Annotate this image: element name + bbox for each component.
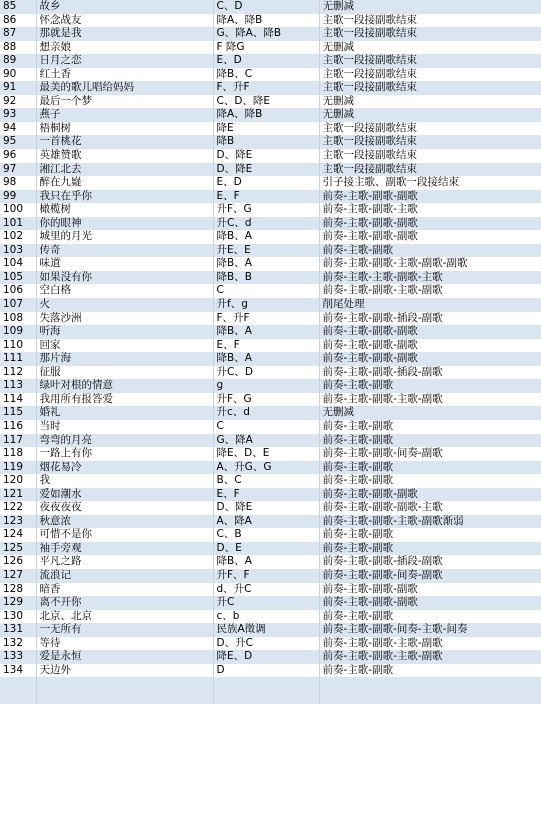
cell-structure[interactable]: 前奏-主歌-主歌-副歌-主歌 xyxy=(319,271,541,285)
cell-structure[interactable]: 前奏-主歌-副歌-副歌 xyxy=(319,596,541,610)
cell-number[interactable]: 116 xyxy=(0,420,36,434)
table-row xyxy=(0,555,541,569)
cell-song-title[interactable]: 最后一个梦 xyxy=(36,95,213,109)
cell-song-title[interactable]: 爱是永恒 xyxy=(36,650,213,664)
table-row xyxy=(0,14,541,28)
table-row xyxy=(0,515,541,529)
cell-song-title[interactable]: 那片海 xyxy=(36,352,213,366)
cell-key[interactable]: D、降E xyxy=(213,501,319,515)
table-row xyxy=(0,366,541,380)
cell-number[interactable]: 132 xyxy=(0,637,36,651)
cell-structure[interactable]: 削尾处理 xyxy=(319,298,541,312)
cell-song-title[interactable]: 袖手旁观 xyxy=(36,542,213,556)
table-row xyxy=(0,312,541,326)
cell-structure[interactable]: 前奏-主歌-副歌-间奏-副歌 xyxy=(319,569,541,583)
cell-key[interactable]: C、D xyxy=(213,0,319,14)
empty-cell[interactable] xyxy=(319,677,541,691)
empty-cell[interactable] xyxy=(319,691,541,705)
cell-structure[interactable]: 前奏-主歌-副歌-主歌-副歌渐弱 xyxy=(319,515,541,529)
cell-number[interactable]: 106 xyxy=(0,284,36,298)
cell-key[interactable]: G、降A xyxy=(213,434,319,448)
cell-number[interactable]: 104 xyxy=(0,257,36,271)
cell-number[interactable]: 96 xyxy=(0,149,36,163)
table-row xyxy=(0,596,541,610)
cell-song-title[interactable]: 英雄赞歌 xyxy=(36,149,213,163)
cell-key[interactable]: 降B、A xyxy=(213,555,319,569)
cell-key[interactable]: C、D、降E xyxy=(213,95,319,109)
cell-structure[interactable]: 前奏-主歌-副歌-间奏-主歌-间奏 xyxy=(319,623,541,637)
cell-key[interactable]: 民族A徵调 xyxy=(213,623,319,637)
table-row xyxy=(0,108,541,122)
cell-number[interactable]: 121 xyxy=(0,488,36,502)
cell-structure[interactable]: 前奏-主歌-副歌-插段-副歌 xyxy=(319,312,541,326)
cell-song-title[interactable]: 烟花易冷 xyxy=(36,461,213,475)
cell-key[interactable]: F、升F xyxy=(213,312,319,326)
cell-key[interactable]: D、升C xyxy=(213,637,319,651)
cell-number[interactable]: 124 xyxy=(0,528,36,542)
cell-structure[interactable]: 主歌一段接副歌结束 xyxy=(319,14,541,28)
cell-key[interactable]: d、升C xyxy=(213,583,319,597)
cell-number[interactable]: 103 xyxy=(0,244,36,258)
cell-key[interactable]: 降A、降B xyxy=(213,14,319,28)
cell-key[interactable]: 降E、D、E xyxy=(213,447,319,461)
cell-structure[interactable]: 前奏-主歌-副歌-副歌 xyxy=(319,352,541,366)
table-row xyxy=(0,650,541,664)
table-row xyxy=(0,406,541,420)
cell-number[interactable]: 131 xyxy=(0,623,36,637)
table-row xyxy=(0,163,541,177)
table-row xyxy=(0,284,541,298)
cell-key[interactable]: B、C xyxy=(213,474,319,488)
cell-structure[interactable]: 主歌一段接副歌结束 xyxy=(319,81,541,95)
cell-song-title[interactable]: 梧桐树 xyxy=(36,122,213,136)
cell-structure[interactable]: 前奏-主歌-副歌-间奏-副歌 xyxy=(319,447,541,461)
cell-structure[interactable]: 前奏-主歌-副歌 xyxy=(319,610,541,624)
cell-number[interactable]: 119 xyxy=(0,461,36,475)
table-row xyxy=(0,447,541,461)
cell-key[interactable]: 降B、A xyxy=(213,257,319,271)
cell-number[interactable]: 100 xyxy=(0,203,36,217)
cell-structure[interactable]: 前奏-主歌-副歌-主歌-副歌 xyxy=(319,637,541,651)
cell-key[interactable]: A、升G、G xyxy=(213,461,319,475)
cell-song-title[interactable]: 绿叶对根的情意 xyxy=(36,379,213,393)
cell-number[interactable]: 89 xyxy=(0,54,36,68)
cell-number[interactable]: 126 xyxy=(0,555,36,569)
cell-key[interactable]: 降B、A xyxy=(213,230,319,244)
cell-song-title[interactable]: 夜夜夜夜 xyxy=(36,501,213,515)
cell-key[interactable]: 升f、g xyxy=(213,298,319,312)
cell-song-title[interactable]: 传奇 xyxy=(36,244,213,258)
cell-structure[interactable]: 前奏-主歌-副歌-副歌 xyxy=(319,190,541,204)
cell-key[interactable]: E、F xyxy=(213,488,319,502)
cell-key[interactable]: 升F、G xyxy=(213,393,319,407)
cell-structure[interactable]: 无删减 xyxy=(319,41,541,55)
cell-key[interactable]: 降A、降B xyxy=(213,108,319,122)
empty-cell[interactable] xyxy=(36,691,213,705)
cell-key[interactable]: c、b xyxy=(213,610,319,624)
cell-structure[interactable]: 前奏-主歌-副歌-副歌 xyxy=(319,217,541,231)
cell-number[interactable]: 95 xyxy=(0,135,36,149)
table-row xyxy=(0,257,541,271)
table-row xyxy=(0,190,541,204)
cell-number[interactable]: 105 xyxy=(0,271,36,285)
cell-key[interactable]: 升E、E xyxy=(213,244,319,258)
cell-song-title[interactable]: 暗香 xyxy=(36,583,213,597)
cell-number[interactable]: 114 xyxy=(0,393,36,407)
cell-number[interactable]: 94 xyxy=(0,122,36,136)
cell-number[interactable]: 122 xyxy=(0,501,36,515)
cell-number[interactable]: 134 xyxy=(0,664,36,678)
cell-song-title[interactable]: 空白格 xyxy=(36,284,213,298)
table-row xyxy=(0,0,541,14)
cell-song-title[interactable]: 醉在九嶷 xyxy=(36,176,213,190)
cell-structure[interactable]: 引子接主歌、副歌一段接结束 xyxy=(319,176,541,190)
cell-number[interactable]: 88 xyxy=(0,41,36,55)
cell-number[interactable]: 85 xyxy=(0,0,36,14)
cell-key[interactable]: 升F、G xyxy=(213,203,319,217)
table-row xyxy=(0,203,541,217)
table-row xyxy=(0,298,541,312)
cell-number[interactable]: 111 xyxy=(0,352,36,366)
cell-number[interactable]: 98 xyxy=(0,176,36,190)
cell-key[interactable]: F 降G xyxy=(213,41,319,55)
cell-key[interactable]: 升C、D xyxy=(213,366,319,380)
cell-structure[interactable]: 前奏-主歌-副歌-副歌 xyxy=(319,339,541,353)
cell-song-title[interactable]: 北京、北京 xyxy=(36,610,213,624)
cell-structure[interactable]: 前奏-主歌-副歌-副歌 xyxy=(319,230,541,244)
cell-key[interactable]: 降B、A xyxy=(213,325,319,339)
cell-song-title[interactable]: 征服 xyxy=(36,366,213,380)
cell-key[interactable]: 升F、F xyxy=(213,569,319,583)
table-row xyxy=(0,339,541,353)
cell-structure[interactable]: 主歌一段接副歌结束 xyxy=(319,135,541,149)
cell-song-title[interactable]: 我 xyxy=(36,474,213,488)
cell-structure[interactable]: 无删减 xyxy=(319,108,541,122)
cell-number[interactable]: 112 xyxy=(0,366,36,380)
cell-number[interactable]: 92 xyxy=(0,95,36,109)
cell-structure[interactable]: 前奏-主歌-副歌-主歌-副歌-副歌 xyxy=(319,257,541,271)
cell-song-title[interactable]: 一首桃花 xyxy=(36,135,213,149)
cell-song-title[interactable]: 燕子 xyxy=(36,108,213,122)
empty-cell[interactable] xyxy=(36,677,213,691)
table-row xyxy=(0,569,541,583)
cell-number[interactable]: 113 xyxy=(0,379,36,393)
table-row xyxy=(0,434,541,448)
table-row xyxy=(0,528,541,542)
cell-key[interactable]: C xyxy=(213,420,319,434)
cell-structure[interactable]: 前奏-主歌-副歌 xyxy=(319,379,541,393)
table-row xyxy=(0,420,541,434)
cell-song-title[interactable]: 橄榄树 xyxy=(36,203,213,217)
cell-number[interactable]: 97 xyxy=(0,163,36,177)
table-row xyxy=(0,501,541,515)
table-row xyxy=(0,54,541,68)
cell-song-title[interactable]: 湘江北去 xyxy=(36,163,213,177)
cell-structure[interactable]: 前奏-主歌-副歌-副歌 xyxy=(319,325,541,339)
cell-number[interactable]: 107 xyxy=(0,298,36,312)
cell-song-title[interactable]: 故乡 xyxy=(36,0,213,14)
cell-key[interactable]: g xyxy=(213,379,319,393)
cell-structure[interactable]: 前奏-主歌-副歌-插段-副歌 xyxy=(319,366,541,380)
empty-cell[interactable] xyxy=(213,677,319,691)
cell-song-title[interactable]: 流浪记 xyxy=(36,569,213,583)
cell-number[interactable]: 91 xyxy=(0,81,36,95)
cell-number[interactable]: 127 xyxy=(0,569,36,583)
cell-structure[interactable]: 前奏-主歌-副歌 xyxy=(319,528,541,542)
cell-number[interactable]: 87 xyxy=(0,27,36,41)
table-row xyxy=(0,461,541,475)
empty-cell[interactable] xyxy=(0,677,36,691)
cell-structure[interactable]: 前奏-主歌-副歌-主歌 xyxy=(319,203,541,217)
cell-structure[interactable]: 前奏-主歌-副歌 xyxy=(319,461,541,475)
cell-song-title[interactable]: 可惜不是你 xyxy=(36,528,213,542)
table-row xyxy=(0,271,541,285)
cell-song-title[interactable]: 我用所有报答爱 xyxy=(36,393,213,407)
cell-structure[interactable]: 主歌一段接副歌结束 xyxy=(319,54,541,68)
table-row xyxy=(0,244,541,258)
cell-structure[interactable]: 前奏-主歌-副歌 xyxy=(319,664,541,678)
cell-song-title[interactable]: 离不开你 xyxy=(36,596,213,610)
table-row xyxy=(0,623,541,637)
cell-song-title[interactable]: 爱如潮水 xyxy=(36,488,213,502)
cell-number[interactable]: 109 xyxy=(0,325,36,339)
cell-song-title[interactable]: 弯弯的月亮 xyxy=(36,434,213,448)
cell-structure[interactable]: 前奏-主歌-副歌-副歌-主歌 xyxy=(319,501,541,515)
cell-song-title[interactable]: 当时 xyxy=(36,420,213,434)
table-row xyxy=(0,610,541,624)
cell-number[interactable]: 90 xyxy=(0,68,36,82)
cell-structure[interactable]: 无删减 xyxy=(319,95,541,109)
cell-song-title[interactable]: 最美的歌儿唱给妈妈 xyxy=(36,81,213,95)
cell-number[interactable]: 133 xyxy=(0,650,36,664)
cell-number[interactable]: 123 xyxy=(0,515,36,529)
cell-song-title[interactable]: 想亲娘 xyxy=(36,41,213,55)
cell-structure[interactable]: 无删减 xyxy=(319,406,541,420)
cell-song-title[interactable]: 红土香 xyxy=(36,68,213,82)
cell-key[interactable]: E、F xyxy=(213,190,319,204)
table-row xyxy=(0,474,541,488)
cell-song-title[interactable]: 秋意浓 xyxy=(36,515,213,529)
cell-structure[interactable]: 前奏-主歌-副歌 xyxy=(319,542,541,556)
cell-song-title[interactable]: 如果没有你 xyxy=(36,271,213,285)
table-row xyxy=(0,135,541,149)
cell-number[interactable]: 125 xyxy=(0,542,36,556)
cell-song-title[interactable]: 城里的月光 xyxy=(36,230,213,244)
cell-key[interactable]: 降B xyxy=(213,135,319,149)
cell-key[interactable]: 升C xyxy=(213,596,319,610)
cell-number[interactable]: 101 xyxy=(0,217,36,231)
cell-number[interactable]: 129 xyxy=(0,596,36,610)
cell-key[interactable]: 降B、B xyxy=(213,271,319,285)
cell-song-title[interactable]: 等待 xyxy=(36,637,213,651)
cell-key[interactable]: 降B、C xyxy=(213,68,319,82)
table-row xyxy=(0,379,541,393)
table-row xyxy=(0,149,541,163)
table-row xyxy=(0,664,541,678)
cell-structure[interactable]: 无删减 xyxy=(319,0,541,14)
table-row xyxy=(0,542,541,556)
cell-number[interactable]: 110 xyxy=(0,339,36,353)
cell-key[interactable]: 升c、d xyxy=(213,406,319,420)
cell-structure[interactable]: 前奏-主歌-副歌-主歌-副歌 xyxy=(319,284,541,298)
cell-key[interactable]: 降E xyxy=(213,122,319,136)
cell-song-title[interactable]: 一无所有 xyxy=(36,623,213,637)
cell-structure[interactable]: 主歌一段接副歌结束 xyxy=(319,149,541,163)
empty-row xyxy=(0,691,541,705)
cell-key[interactable]: 降E、D xyxy=(213,650,319,664)
cell-song-title[interactable]: 回家 xyxy=(36,339,213,353)
table-row xyxy=(0,81,541,95)
cell-song-title[interactable]: 婚礼 xyxy=(36,406,213,420)
cell-structure[interactable]: 前奏-主歌-副歌 xyxy=(319,244,541,258)
cell-song-title[interactable]: 听海 xyxy=(36,325,213,339)
cell-number[interactable]: 118 xyxy=(0,447,36,461)
cell-key[interactable]: A、降A xyxy=(213,515,319,529)
cell-song-title[interactable]: 失落沙洲 xyxy=(36,312,213,326)
table-row xyxy=(0,27,541,41)
cell-structure[interactable]: 主歌一段接副歌结束 xyxy=(319,122,541,136)
cell-structure[interactable]: 前奏-主歌-副歌-主歌-副歌 xyxy=(319,393,541,407)
cell-key[interactable]: C、B xyxy=(213,528,319,542)
table-row xyxy=(0,217,541,231)
cell-song-title[interactable]: 我只在乎你 xyxy=(36,190,213,204)
empty-row xyxy=(0,677,541,691)
cell-song-title[interactable]: 天边外 xyxy=(36,664,213,678)
cell-key[interactable]: D、降E xyxy=(213,163,319,177)
cell-number[interactable]: 93 xyxy=(0,108,36,122)
table-row xyxy=(0,68,541,82)
cell-structure[interactable]: 前奏-主歌-副歌 xyxy=(319,434,541,448)
cell-number[interactable]: 128 xyxy=(0,583,36,597)
cell-key[interactable]: 降B、A xyxy=(213,352,319,366)
cell-key[interactable]: E、D xyxy=(213,176,319,190)
empty-cell[interactable] xyxy=(0,691,36,705)
cell-key[interactable]: E、F xyxy=(213,339,319,353)
cell-song-title[interactable]: 怀念战友 xyxy=(36,14,213,28)
cell-song-title[interactable]: 一路上有你 xyxy=(36,447,213,461)
cell-song-title[interactable]: 平凡之路 xyxy=(36,555,213,569)
table-row xyxy=(0,325,541,339)
cell-number[interactable]: 108 xyxy=(0,312,36,326)
cell-number[interactable]: 99 xyxy=(0,190,36,204)
empty-cell[interactable] xyxy=(213,691,319,705)
cell-number[interactable]: 117 xyxy=(0,434,36,448)
cell-number[interactable]: 130 xyxy=(0,610,36,624)
cell-song-title[interactable]: 日月之恋 xyxy=(36,54,213,68)
cell-key[interactable]: E、D xyxy=(213,54,319,68)
cell-key[interactable]: D xyxy=(213,664,319,678)
cell-key[interactable]: G、降A、降B xyxy=(213,27,319,41)
cell-structure[interactable]: 前奏-主歌-副歌 xyxy=(319,474,541,488)
table-row xyxy=(0,637,541,651)
cell-key[interactable]: D、降E xyxy=(213,149,319,163)
cell-key[interactable]: F、升F xyxy=(213,81,319,95)
cell-structure[interactable]: 主歌一段接副歌结束 xyxy=(319,27,541,41)
cell-number[interactable]: 120 xyxy=(0,474,36,488)
cell-number[interactable]: 115 xyxy=(0,406,36,420)
cell-number[interactable]: 86 xyxy=(0,14,36,28)
cell-structure[interactable]: 主歌一段接副歌结束 xyxy=(319,68,541,82)
cell-structure[interactable]: 前奏-主歌-副歌-插段-副歌 xyxy=(319,555,541,569)
cell-song-title[interactable]: 火 xyxy=(36,298,213,312)
cell-structure[interactable]: 前奏-主歌-副歌-副歌 xyxy=(319,583,541,597)
cell-key[interactable]: D、E xyxy=(213,542,319,556)
table-row xyxy=(0,393,541,407)
cell-song-title[interactable]: 那就是我 xyxy=(36,27,213,41)
table-row xyxy=(0,41,541,55)
cell-song-title[interactable]: 味道 xyxy=(36,257,213,271)
cell-key[interactable]: C xyxy=(213,284,319,298)
cell-structure[interactable]: 前奏-主歌-副歌-副歌 xyxy=(319,488,541,502)
table-row xyxy=(0,583,541,597)
table-row xyxy=(0,488,541,502)
cell-structure[interactable]: 前奏-主歌-副歌 xyxy=(319,420,541,434)
cell-structure[interactable]: 主歌一段接副歌结束 xyxy=(319,163,541,177)
cell-structure[interactable]: 前奏-主歌-副歌-主歌-副歌 xyxy=(319,650,541,664)
table-row xyxy=(0,176,541,190)
cell-number[interactable]: 102 xyxy=(0,230,36,244)
table-row xyxy=(0,95,541,109)
table-row xyxy=(0,122,541,136)
table-row xyxy=(0,352,541,366)
cell-song-title[interactable]: 你的眼神 xyxy=(36,217,213,231)
cell-key[interactable]: 升C、d xyxy=(213,217,319,231)
table-row xyxy=(0,230,541,244)
